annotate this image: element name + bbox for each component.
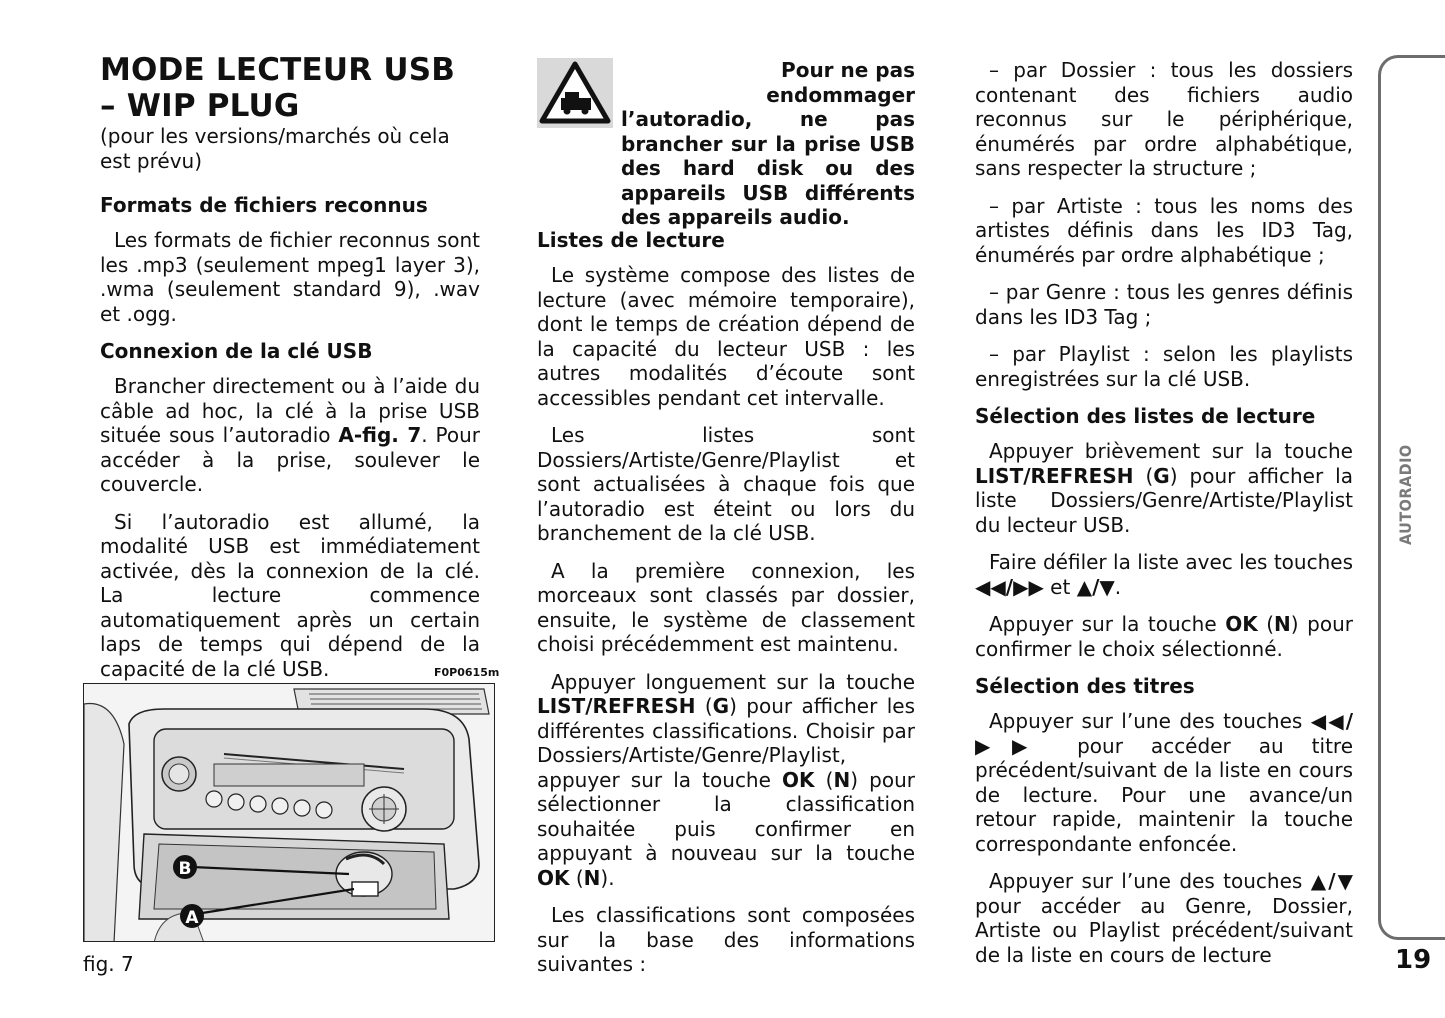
- text-run: ).: [600, 865, 615, 890]
- paragraph-appuyer: [537, 670, 915, 891]
- text-run: (: [1257, 612, 1275, 636]
- key-ok: OK: [537, 865, 570, 890]
- page-title: [100, 52, 480, 124]
- warning-block: [537, 58, 915, 229]
- label-b: B: [178, 859, 192, 879]
- key-n: N: [833, 767, 851, 792]
- figure-reference: A-fig. 7: [338, 423, 422, 447]
- text-run: Appuyer brièvement sur la touche: [989, 439, 1353, 463]
- text-run: (: [1133, 463, 1154, 488]
- title-subtitle: (pour les versions/marchés où cela est prévu): [100, 124, 450, 173]
- text-run: . Pour accéder à la prise, soulever le couvercle.: [100, 423, 480, 496]
- text-run: Faire défiler la liste avec les touches: [989, 550, 1353, 574]
- paragraph-formats: Les formats de fichier reconnus sont les .mp3 (seulement mpeg1 layer 3), .wma (seulement standard 9), .wav et .ogg.: [100, 228, 480, 326]
- paragraph-titres-1: [975, 709, 1353, 856]
- paragraph-par-dossier: – par Dossier : tous les dossiers contenant des fichiers audio reconnus sur le périphérique, énumérés par ordre alphabétique, sans respecter la structure ;: [975, 58, 1353, 180]
- figure-7-illustration: [83, 683, 495, 942]
- text-run: pour accéder au titre précédent/suivant de la liste en cours de lecture. Pour une avance/un retour rapide, maintenir la touche correspondante enfoncée.: [975, 733, 1353, 856]
- text-run: et: [1043, 574, 1077, 599]
- paragraph-selection-3: [975, 612, 1353, 661]
- title-line-1: MODE LECTEUR USB: [100, 52, 456, 88]
- text-run: (: [814, 767, 834, 792]
- text-run: Appuyer sur l’une des touches: [989, 869, 1311, 893]
- paragraph-par-genre: – par Genre : tous les genres définis dans les ID3 Tag ;: [975, 280, 1353, 329]
- warning-line-1: Pour ne pas endommager: [766, 58, 915, 107]
- column-left: [100, 52, 480, 694]
- paragraph-classifications: Les classifications sont composées sur la base des informations suivantes :: [537, 903, 915, 976]
- warning-rest-text: l’autoradio, ne pas brancher sur la prise USB des hard disk ou des appareils USB différents des appareils audio.: [621, 107, 915, 229]
- paragraph-listes-3: A la première connexion, les morceaux sont classés par dossier, ensuite, le système de classement choisi précédemment est maintenu.: [537, 558, 915, 656]
- key-n: N: [583, 865, 601, 890]
- figure-caption: fig. 7: [83, 952, 134, 976]
- heading-formats: Formats de fichiers reconnus: [100, 193, 428, 217]
- key-ok: OK: [782, 767, 815, 792]
- heading-selection-listes: Sélection des listes de lecture: [975, 404, 1316, 428]
- text-run: ) pour afficher la liste Dossiers/Genre/Artiste/Playlist du lecteur USB.: [975, 463, 1353, 537]
- label-a: A: [185, 908, 199, 928]
- paragraph-selection-2: [975, 550, 1353, 599]
- text-run: ) pour confirmer le choix sélectionné.: [975, 612, 1353, 661]
- column-middle: [537, 58, 915, 990]
- paragraph-titres-2: [975, 869, 1353, 967]
- key-n: N: [1274, 612, 1291, 636]
- text-run: (: [695, 694, 713, 718]
- text-run: Appuyer longuement sur la touche: [551, 669, 915, 694]
- seek-arrows-icon: ◀◀/▶▶: [975, 709, 1353, 758]
- text-run: ) pour sélectionner la classification souhaitée puis confirmer en appuyant à nouveau sur la touche: [537, 767, 915, 865]
- text-run: Appuyer sur l’une des touches: [989, 709, 1311, 733]
- paragraph-par-playlist: – par Playlist : selon les playlists enregistrées sur la clé USB.: [975, 342, 1353, 391]
- text-run: .: [1114, 574, 1122, 599]
- text-run: Appuyer sur la touche: [989, 612, 1226, 636]
- warning-triangle-icon: [537, 58, 613, 128]
- paragraph-selection-1: [975, 439, 1353, 537]
- heading-listes: Listes de lecture: [537, 228, 725, 252]
- radio-usb-drawing: [84, 684, 495, 942]
- key-list-refresh: LIST/REFRESH: [537, 694, 696, 718]
- up-down-arrows-icon: ▲/▼: [1076, 574, 1115, 599]
- heading-connexion: Connexion de la clé USB: [100, 339, 373, 363]
- key-g: G: [1153, 463, 1170, 488]
- text-run: ) pour afficher les différentes classifications. Choisir par Dossiers/Artiste/Genre/Playlist, appuyer sur la touche: [537, 694, 915, 792]
- up-down-arrows-icon: ▲/▼: [1310, 869, 1353, 893]
- column-right: [975, 58, 1353, 980]
- page-number: 19: [1395, 945, 1432, 975]
- paragraph-listes-2: Les listes sont Dossiers/Artiste/Genre/Playlist et sont actualisées à chaque fois que l’autoradio est éteint ou lors du branchement de la clé USB.: [537, 423, 915, 545]
- paragraph-listes-1: Le système compose des listes de lecture (avec mémoire temporaire), dont le temps de création dépend de la capacité du lecteur USB : les autres modalités d’écoute sont accessibles pendant cet intervalle.: [537, 263, 915, 410]
- heading-selection-titres: Sélection des titres: [975, 674, 1195, 698]
- key-list-refresh: LIST/REFRESH: [975, 463, 1134, 488]
- title-line-2: – WIP PLUG: [100, 88, 300, 124]
- section-tab-label: AUTORADIO: [1396, 444, 1415, 545]
- text-run: pour accéder au Genre, Dossier, Artiste ou Playlist précédent/suivant de la liste en cours de lecture: [975, 893, 1353, 967]
- figure-code: F0P0615m: [434, 666, 500, 679]
- text-run: (: [569, 865, 584, 890]
- paragraph-par-artiste: – par Artiste : tous les noms des artistes définis dans les ID3 Tag, énumérés par ordre alphabétique ;: [975, 193, 1353, 267]
- key-ok: OK: [1225, 612, 1258, 636]
- paragraph-allume: Si l’autoradio est allumé, la modalité USB est immédiatement activée, dès la connexion de la clé. La lecture commence automatiquement après un certain laps de temps qui dépend de la capacité de la clé USB.: [100, 509, 480, 681]
- text-run: Brancher directement ou à l’aide du câble ad hoc, la clé à la prise USB située sous l’autoradio: [100, 374, 480, 447]
- key-g: G: [712, 694, 730, 718]
- paragraph-connexion: [100, 374, 480, 497]
- seek-arrows-icon: ◀◀/▶▶: [975, 574, 1044, 599]
